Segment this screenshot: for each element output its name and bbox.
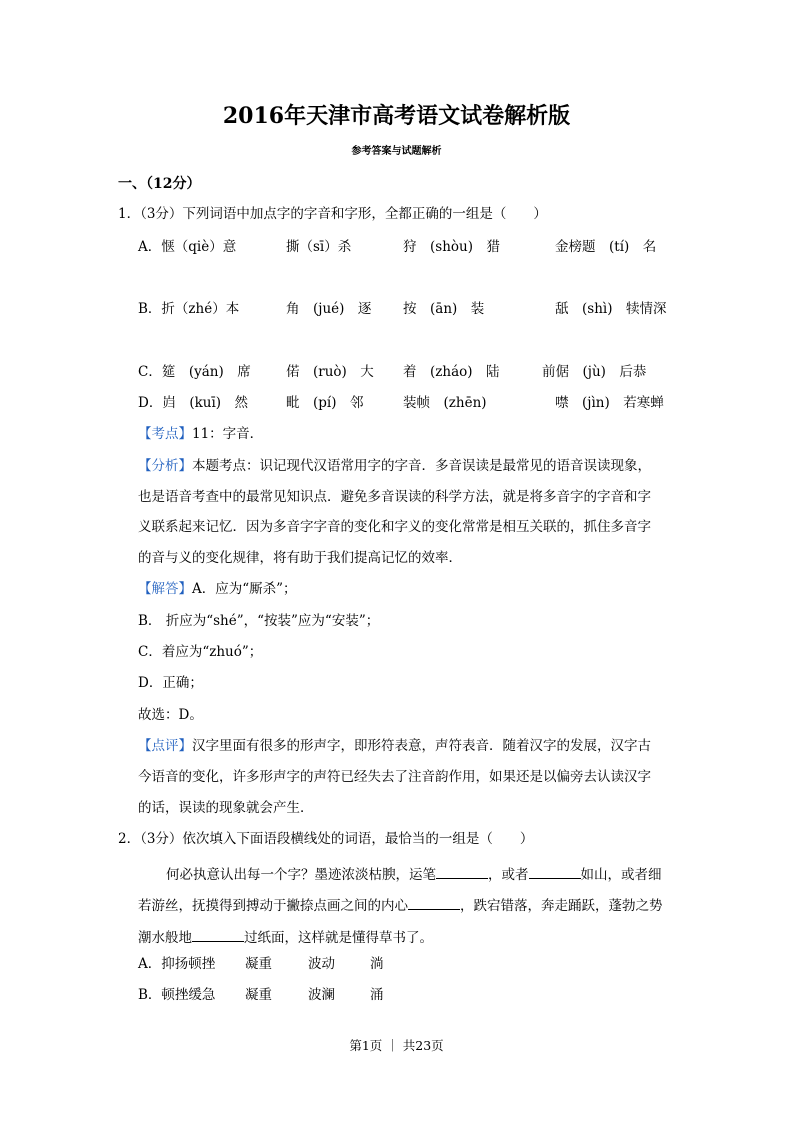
- q1-option-a-4: 金榜题 (tí) 名: [555, 239, 657, 255]
- q2-option-b-2: 凝重: [245, 987, 272, 1003]
- q2-option-a-4: 淌: [370, 956, 384, 972]
- q1-option-d-4: 噤 (jìn) 若寒蝉: [555, 395, 664, 411]
- q1-option-b-1: B．折（zhé）本: [138, 301, 240, 317]
- page-title: 2016年天津市高考语文试卷解析版: [222, 103, 571, 129]
- q1-dianping-line-2: 今语音的变化，许多形声字的声符已经失去了注音韵作用，如果还是以偏旁去认读汉字: [138, 769, 651, 785]
- q1-option-b-2: 角 (jué) 逐: [286, 301, 372, 317]
- q2-passage-line-2: [138, 895, 663, 914]
- blank-3: [408, 895, 460, 910]
- q2-passage-line-3: [138, 927, 433, 946]
- q1-stem: 1．（3分）下列词语中加点字的字音和字形，全都正确的一组是（ ）: [118, 206, 547, 222]
- page-subtitle: 参考答案与试题解析: [351, 146, 442, 157]
- q1-jieda-line-d: D．正确；: [138, 675, 203, 691]
- q1-option-d-3: 装帧 (zhēn): [403, 395, 487, 411]
- q1-option-d-2: 毗 (pí) 邻: [286, 395, 364, 411]
- blank-2: [529, 864, 581, 879]
- q2-p2-text-a: 若游丝，抚摸得到搏动于撇捺点画之间的内心: [138, 898, 408, 914]
- q1-fenxi-line-1: [138, 460, 651, 474]
- blank-4: [192, 927, 244, 942]
- q1-option-c-3: 着 (zháo) 陆: [403, 364, 500, 380]
- q2-option-a-1: A．抑扬顿挫: [138, 956, 216, 972]
- q2-p1-text-b: ，或者: [488, 867, 529, 883]
- fenxi-text: 本题考点：识记现代汉语常用字的字音．多音误读是最常见的语音误读现象，: [192, 458, 651, 474]
- q2-p1-text-c: 如山，或者细: [580, 867, 662, 883]
- blank-1: [436, 864, 488, 879]
- q2-passage-line-1: [166, 864, 662, 883]
- q1-answer: 故选：D。: [138, 707, 203, 723]
- q2-option-b-1: B．顿挫缓急: [138, 987, 216, 1003]
- q2-option-a-3: 波动: [308, 956, 335, 972]
- q2-option-b-4: 涌: [370, 987, 384, 1003]
- jieda-tag: 【解答】: [138, 581, 192, 597]
- dianping-text: 汉字里面有很多的形声字，即形符表意，声符表音．随着汉字的发展，汉字古: [192, 738, 651, 754]
- q1-option-d-1: D．岿 (kuī) 然: [138, 395, 249, 411]
- q1-dianping-line-3: 的话，误读的现象就会产生．: [138, 800, 314, 816]
- q1-option-c-2: 偌 (ruò) 大: [286, 364, 374, 380]
- q1-jieda-line-b: B． 折应为“shé”，“按装”应为“安装”；: [138, 613, 380, 629]
- q2-p1-text-a: 何必执意认出每一个字？墨迹浓淡枯腴，运笔: [166, 867, 436, 883]
- q1-option-a-1: A．惬（qiè）意: [138, 239, 237, 255]
- q1-fenxi-line-4: 的音与义的变化规律，将有助于我们提高记忆的效率．: [138, 550, 462, 566]
- section-heading: 一、（12分）: [118, 176, 201, 192]
- kaodian-tag: 【考点】: [138, 426, 192, 442]
- q2-option-a-2: 凝重: [245, 956, 272, 972]
- kaodian-text: 11：字音．: [192, 426, 264, 442]
- jieda-first: A．应为“厮杀”；: [192, 581, 297, 597]
- q1-option-c-1: C．筵 (yán) 席: [138, 364, 251, 380]
- q2-stem: 2．（3分）依次填入下面语段横线处的词语，最恰当的一组是（ ）: [118, 831, 534, 847]
- q2-p3-text-b: 过纸面，这样就是懂得草书了。: [244, 930, 433, 946]
- q1-option-b-3: 按 (ān) 装: [403, 301, 485, 317]
- q1-option-a-2: 撕（sī）杀: [286, 239, 352, 255]
- fenxi-tag: 【分析】: [138, 458, 192, 474]
- q1-fenxi-line-3: 义联系起来记忆．因为多音字字音的变化和字义的变化常常是相互关联的，抓住多音字: [138, 519, 651, 535]
- page-footer: 第1页 ｜ 共23页: [349, 1038, 444, 1053]
- q2-p3-text-a: 潮水般地: [138, 930, 192, 946]
- q2-option-b-3: 波澜: [308, 987, 335, 1003]
- q1-kaodian: [138, 428, 263, 442]
- q1-fenxi-line-2: 也是语音考查中的最常见知识点．避免多音误读的科学方法，就是将多音字的字音和字: [138, 489, 651, 505]
- dianping-tag: 【点评】: [138, 738, 192, 754]
- q1-option-a-3: 狩 (shòu) 猎: [403, 239, 500, 255]
- q1-jieda: [138, 583, 297, 597]
- q1-option-b-4: 舐 (shì) 犊情深: [555, 301, 667, 317]
- q1-option-c-4: 前倨 (jù) 后恭: [542, 364, 647, 380]
- q1-jieda-line-c: C．着应为“zhuó”；: [138, 644, 263, 660]
- q2-p2-text-b: ，跌宕错落，奔走踊跃，蓬勃之势: [460, 898, 663, 914]
- q1-dianping-line-1: [138, 740, 651, 754]
